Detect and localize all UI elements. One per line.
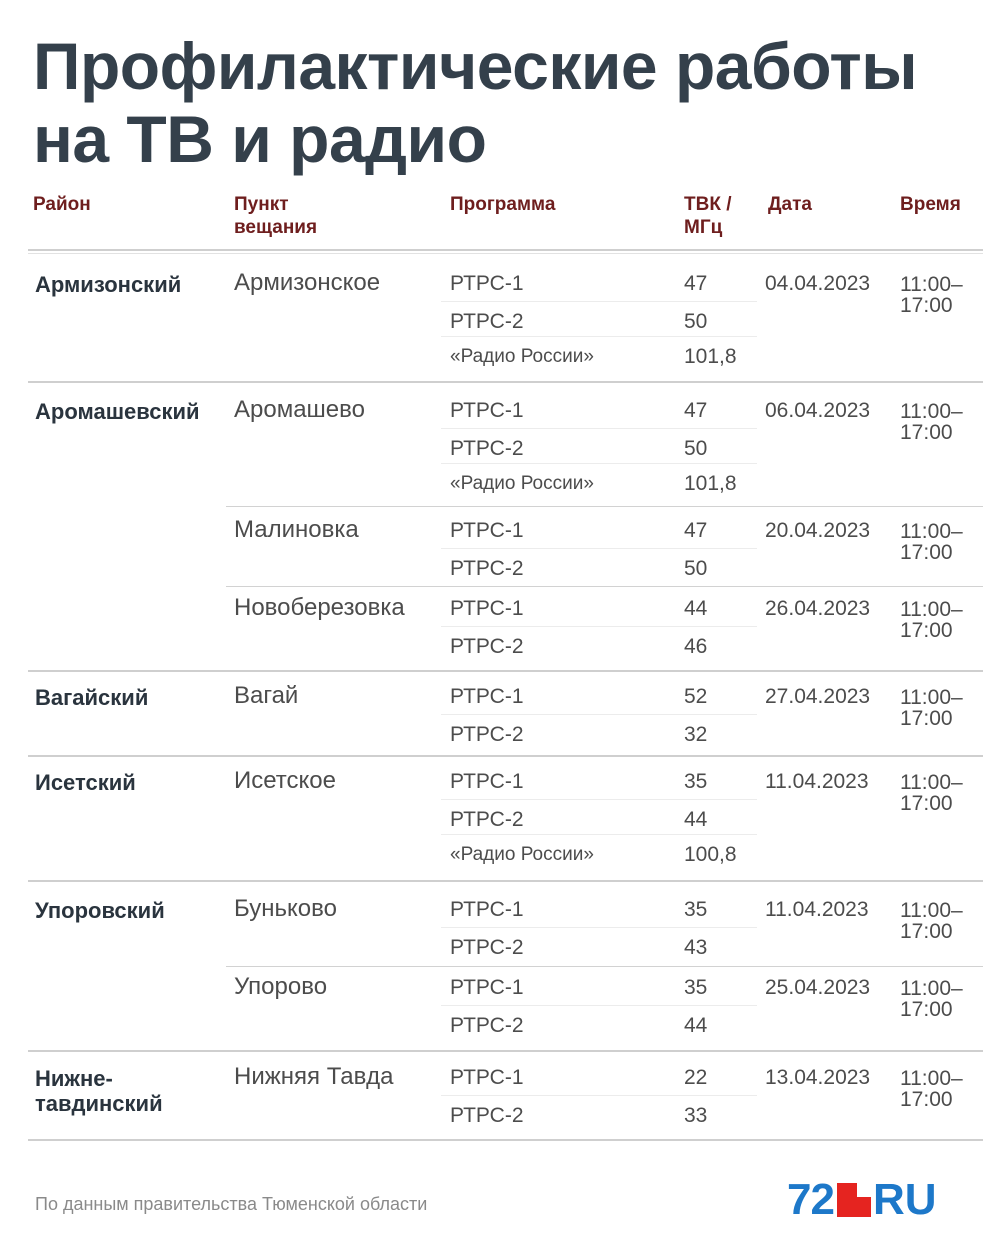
channel-value: 47: [684, 272, 708, 295]
program-name: РТРС-1: [450, 685, 524, 708]
program-name: РТРС-2: [450, 557, 524, 580]
time-cell: 11:00– 17:00: [900, 598, 963, 642]
program-divider: [441, 1095, 757, 1096]
program-divider: [441, 834, 757, 835]
district-name: Нижне-тавдинский: [35, 1066, 163, 1116]
page-title: Профилактические работы на ТВ и радио: [33, 29, 918, 176]
row-divider: [28, 755, 983, 757]
channel-value: 44: [684, 597, 708, 620]
date-cell: 26.04.2023: [765, 597, 871, 620]
row-divider: [226, 966, 983, 967]
broadcast-point: Вагай: [234, 682, 299, 709]
channel-value: 33: [684, 1104, 708, 1127]
program-divider: [441, 428, 757, 429]
program-name: «Радио России»: [450, 473, 594, 494]
header-point: Пункт вещания: [234, 194, 318, 238]
program-name: РТРС-1: [450, 399, 524, 422]
broadcast-point: Малиновка: [234, 516, 359, 543]
program-name: РТРС-1: [450, 898, 524, 921]
broadcast-point: Новоберезовка: [234, 594, 405, 621]
date-cell: 13.04.2023: [765, 1066, 871, 1089]
program-name: «Радио России»: [450, 844, 594, 865]
header-district: Район: [33, 194, 91, 215]
time-cell: 11:00– 17:00: [900, 520, 963, 564]
row-divider: [28, 880, 983, 882]
date-cell: 04.04.2023: [765, 272, 871, 295]
time-cell: 11:00– 17:00: [900, 977, 963, 1021]
broadcast-point: Нижняя Тавда: [234, 1063, 394, 1090]
channel-value: 32: [684, 723, 708, 746]
time-cell: 11:00– 17:00: [900, 400, 963, 444]
broadcast-point: Армизонское: [234, 269, 381, 296]
channel-value: 50: [684, 437, 708, 460]
program-name: РТРС-2: [450, 1104, 524, 1127]
logo-72ru: [787, 1175, 937, 1224]
program-divider: [441, 927, 757, 928]
logo-suffix: RU: [872, 1175, 937, 1224]
date-cell: 25.04.2023: [765, 976, 871, 999]
program-name: РТРС-1: [450, 770, 524, 793]
channel-value: 50: [684, 310, 708, 333]
date-cell: 06.04.2023: [765, 399, 871, 422]
program-name: РТРС-2: [450, 936, 524, 959]
date-cell: 11.04.2023: [765, 770, 869, 793]
channel-value: 43: [684, 936, 708, 959]
row-divider: [28, 381, 983, 383]
program-name: РТРС-2: [450, 723, 524, 746]
district-name: Армизонский: [35, 272, 182, 297]
row-divider: [226, 506, 983, 507]
channel-value: 22: [684, 1066, 708, 1089]
program-name: РТРС-1: [450, 976, 524, 999]
broadcast-point: Аромашево: [234, 396, 365, 423]
date-cell: 20.04.2023: [765, 519, 871, 542]
broadcast-point: Исетское: [234, 767, 336, 794]
logo-square-icon: [837, 1183, 871, 1217]
program-name: РТРС-2: [450, 1014, 524, 1037]
district-name: Упоровский: [35, 898, 165, 923]
logo-number: 72: [787, 1175, 834, 1224]
district-name: Вагайский: [35, 685, 149, 710]
header-time: Время: [900, 194, 961, 215]
time-cell: 11:00– 17:00: [900, 1067, 963, 1111]
program-name: РТРС-1: [450, 519, 524, 542]
program-divider: [441, 799, 757, 800]
program-name: РТРС-2: [450, 635, 524, 658]
program-name: РТРС-1: [450, 597, 524, 620]
channel-value: 101,8: [684, 472, 737, 495]
program-divider: [441, 301, 757, 302]
channel-value: 52: [684, 685, 708, 708]
time-cell: 11:00– 17:00: [900, 771, 963, 815]
channel-value: 50: [684, 557, 708, 580]
program-name: РТРС-1: [450, 1066, 524, 1089]
program-divider: [441, 336, 757, 337]
program-name: РТРС-2: [450, 808, 524, 831]
channel-value: 44: [684, 808, 708, 831]
broadcast-point: Буньково: [234, 895, 337, 922]
district-name: Исетский: [35, 770, 136, 795]
row-divider: [28, 1050, 983, 1052]
channel-value: 100,8: [684, 843, 737, 866]
time-cell: 11:00– 17:00: [900, 273, 963, 317]
header-program: Программа: [450, 194, 556, 215]
program-name: РТРС-2: [450, 437, 524, 460]
channel-value: 101,8: [684, 345, 737, 368]
channel-value: 47: [684, 399, 708, 422]
program-name: РТРС-2: [450, 310, 524, 333]
channel-value: 35: [684, 770, 708, 793]
broadcast-point: Упорово: [234, 973, 328, 1000]
source-note: По данным правительства Тюменской области: [35, 1194, 428, 1214]
program-divider: [441, 1005, 757, 1006]
date-cell: 11.04.2023: [765, 898, 869, 921]
program-divider: [441, 626, 757, 627]
program-name: «Радио России»: [450, 346, 594, 367]
header-channel: ТВК /МГц: [684, 194, 732, 238]
program-divider: [441, 548, 757, 549]
row-divider: [226, 586, 983, 587]
header-date: Дата: [768, 194, 812, 215]
program-divider: [441, 463, 757, 464]
row-divider: [28, 670, 983, 672]
time-cell: 11:00– 17:00: [900, 899, 963, 943]
header-divider-thin: [28, 253, 983, 254]
channel-value: 35: [684, 898, 708, 921]
channel-value: 44: [684, 1014, 708, 1037]
program-name: РТРС-1: [450, 272, 524, 295]
channel-value: 47: [684, 519, 708, 542]
row-divider: [28, 1139, 983, 1141]
channel-value: 35: [684, 976, 708, 999]
header-divider: [28, 249, 983, 251]
program-divider: [441, 714, 757, 715]
channel-value: 46: [684, 635, 708, 658]
district-name: Аромашевский: [35, 399, 200, 424]
date-cell: 27.04.2023: [765, 685, 871, 708]
time-cell: 11:00– 17:00: [900, 686, 963, 730]
